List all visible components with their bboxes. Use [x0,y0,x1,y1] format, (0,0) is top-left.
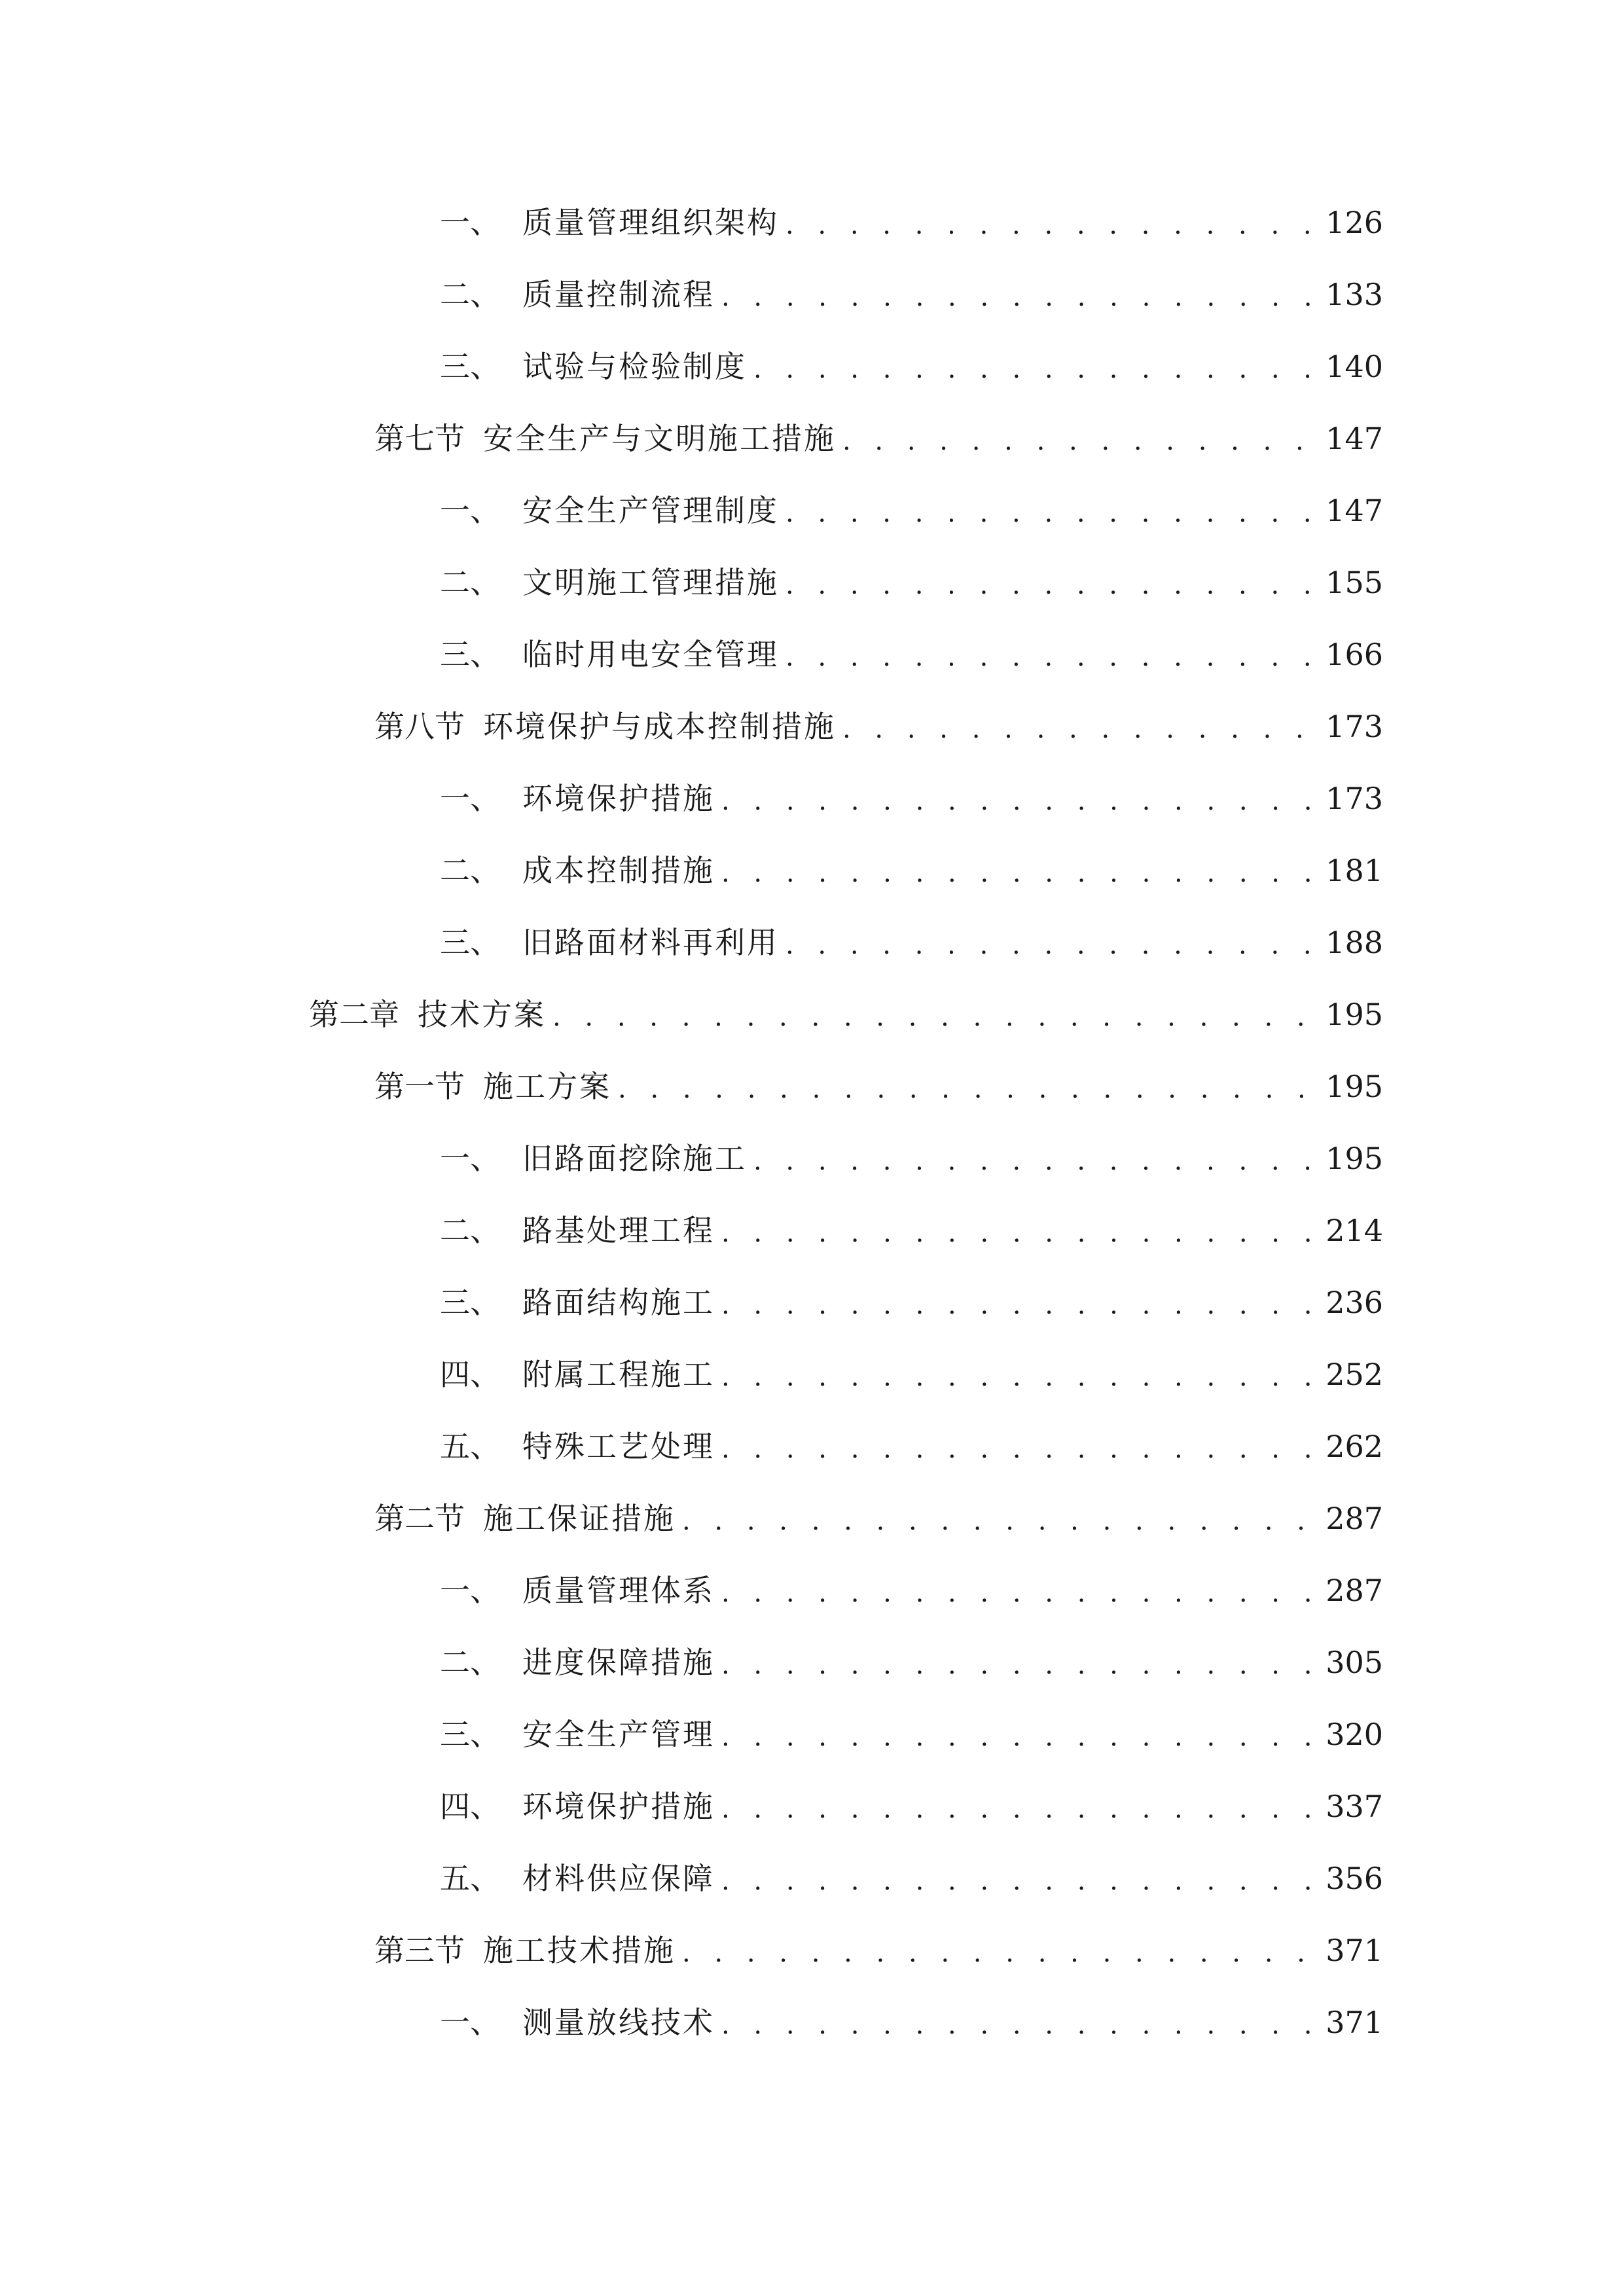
dot-leader [721,1864,1316,1898]
toc-entry-title: 附属工程施工 [522,1357,715,1392]
toc-entry-page: 371 [1326,2005,1383,2040]
toc-entry-number: 第二章 [309,997,399,1032]
toc-entry-title: 旧路面材料再利用 [522,925,779,960]
dot-leader [753,1144,1316,1178]
toc-entry-title: 环境保护措施 [522,781,715,816]
toc-entry-number: 一、 [440,2005,500,2040]
toc-entry-title: 安全生产与文明施工措施 [483,421,836,456]
dot-leader [785,640,1316,674]
dot-leader [721,280,1316,314]
toc-entry-number: 二、 [440,277,500,312]
toc-entry-number: 五、 [440,1861,500,1896]
toc-entry-title: 路面结构施工 [522,1285,715,1320]
toc-entry-number: 一、 [440,205,500,240]
dot-leader [785,208,1316,242]
toc-entry-title: 安全生产管理 [522,1717,715,1752]
toc-entry-page: 236 [1326,1285,1383,1320]
toc-entry-title: 材料供应保障 [522,1861,715,1896]
toc-entry-page: 195 [1326,997,1383,1032]
dot-leader [552,1000,1316,1034]
dot-leader [721,1216,1316,1250]
dot-leader [721,2008,1316,2042]
toc-entry-title: 质量管理组织架构 [522,205,779,240]
toc-entry[interactable] [440,262,1383,314]
dot-leader [721,856,1316,890]
toc-entry-title: 施工保证措施 [483,1501,676,1536]
toc-entry-title: 临时用电安全管理 [522,637,779,672]
toc-entry-number: 三、 [440,1285,500,1320]
toc-entry-title: 成本控制措施 [522,853,715,888]
toc-entry-title: 进度保障措施 [522,1645,715,1680]
toc-entry[interactable] [374,1054,1383,1106]
dot-leader [721,1288,1316,1322]
toc-entry-page: 147 [1326,421,1383,456]
toc-entry-title: 质量管理体系 [522,1573,715,1608]
toc-entry-number: 二、 [440,1645,500,1680]
toc-entry[interactable] [440,1270,1383,1322]
toc-entry[interactable] [440,1342,1383,1394]
toc-entry-number: 三、 [440,349,500,384]
toc-entry-number: 第一节 [374,1069,465,1104]
toc-entry-title: 施工方案 [483,1069,611,1104]
toc-entry[interactable] [440,1990,1383,2042]
dot-leader [785,928,1316,962]
toc-entry-page: 181 [1326,853,1383,888]
toc-entry-number: 五、 [440,1429,500,1464]
toc-entry-title: 文明施工管理措施 [522,565,779,600]
dot-leader [842,424,1316,458]
dot-leader [721,1360,1316,1394]
toc-entry-page: 252 [1326,1357,1383,1392]
toc-entry[interactable] [440,478,1383,530]
toc-entry-number: 二、 [440,853,500,888]
toc-entry[interactable] [440,838,1383,890]
toc-entry-number: 一、 [440,781,500,816]
dot-leader [721,1576,1316,1610]
toc-entry[interactable] [309,982,1383,1034]
toc-entry[interactable] [440,1846,1383,1898]
toc-entry-number: 三、 [440,1717,500,1752]
toc-entry[interactable] [440,910,1383,962]
toc-entry-page: 195 [1326,1069,1383,1104]
toc-entry-number: 一、 [440,493,500,528]
toc-entry-number: 三、 [440,637,500,672]
toc-entry[interactable] [374,406,1383,458]
toc-entry[interactable] [440,550,1383,602]
toc-entry-number: 第八节 [374,709,465,744]
toc-entry-number: 二、 [440,565,500,600]
toc-entry[interactable] [440,1126,1383,1178]
dot-leader [682,1504,1316,1538]
dot-leader [721,1720,1316,1754]
toc-entry-title: 环境保护与成本控制措施 [483,709,836,744]
toc-entry-page: 371 [1326,1933,1383,1968]
toc-entry[interactable] [374,1918,1383,1970]
toc-entry[interactable] [374,1486,1383,1538]
dot-leader [721,1792,1316,1826]
toc-entry-page: 287 [1326,1573,1383,1608]
toc-entry-page: 262 [1326,1429,1383,1464]
dot-leader [721,784,1316,818]
toc-entry-page: 166 [1326,637,1383,672]
toc-entry-number: 一、 [440,1141,500,1176]
toc-entry-page: 147 [1326,493,1383,528]
toc-entry-page: 305 [1326,1645,1383,1680]
toc-entry[interactable] [374,694,1383,746]
dot-leader [721,1432,1316,1466]
toc-entry-title: 测量放线技术 [522,2005,715,2040]
toc-entry-page: 133 [1326,277,1383,312]
toc-entry-title: 旧路面挖除施工 [522,1141,747,1176]
toc-entry[interactable] [440,1558,1383,1610]
toc-entry[interactable] [440,622,1383,674]
dot-leader [618,1072,1316,1106]
toc-entry[interactable] [440,1198,1383,1250]
dot-leader [721,1648,1316,1682]
toc-entry-title: 特殊工艺处理 [522,1429,715,1464]
toc-entry-page: 140 [1326,349,1383,384]
toc-entry-number: 第七节 [374,421,465,456]
toc-entry-number: 二、 [440,1213,500,1248]
toc-entry-page: 173 [1326,709,1383,744]
toc-entry-number: 第三节 [374,1933,465,1968]
toc-entry[interactable] [440,190,1383,242]
toc-entry[interactable] [440,1774,1383,1826]
dot-leader [842,712,1316,746]
toc-entry-number: 四、 [440,1789,500,1824]
toc-entry-number: 第二节 [374,1501,465,1536]
toc-entry-title: 施工技术措施 [483,1933,676,1968]
toc-entry-page: 195 [1326,1141,1383,1176]
toc-entry-page: 155 [1326,565,1383,600]
toc-entry[interactable] [440,766,1383,818]
toc-entry-title: 路基处理工程 [522,1213,715,1248]
toc-entry-title: 质量控制流程 [522,277,715,312]
toc-entry-page: 126 [1326,205,1383,240]
dot-leader [682,1936,1316,1970]
toc-entry-page: 320 [1326,1717,1383,1752]
toc-entry-number: 四、 [440,1357,500,1392]
toc-entry-title: 安全生产管理制度 [522,493,779,528]
toc-entry-page: 188 [1326,925,1383,960]
toc-entry-page: 287 [1326,1501,1383,1536]
toc-entry-title: 试验与检验制度 [522,349,747,384]
dot-leader [785,568,1316,602]
toc-entry[interactable] [440,334,1383,386]
toc-entry-page: 214 [1326,1213,1383,1248]
toc-entry-number: 一、 [440,1573,500,1608]
dot-leader [785,496,1316,530]
dot-leader [753,352,1316,386]
toc-entry-page: 337 [1326,1789,1383,1824]
toc-entry-page: 356 [1326,1861,1383,1896]
toc-entry-title: 技术方案 [418,997,546,1032]
toc-entry-page: 173 [1326,781,1383,816]
toc-entry[interactable] [440,1702,1383,1754]
toc-entry-title: 环境保护措施 [522,1789,715,1824]
toc-entry[interactable] [440,1414,1383,1466]
toc-entry-number: 三、 [440,925,500,960]
toc-entry[interactable] [440,1630,1383,1682]
